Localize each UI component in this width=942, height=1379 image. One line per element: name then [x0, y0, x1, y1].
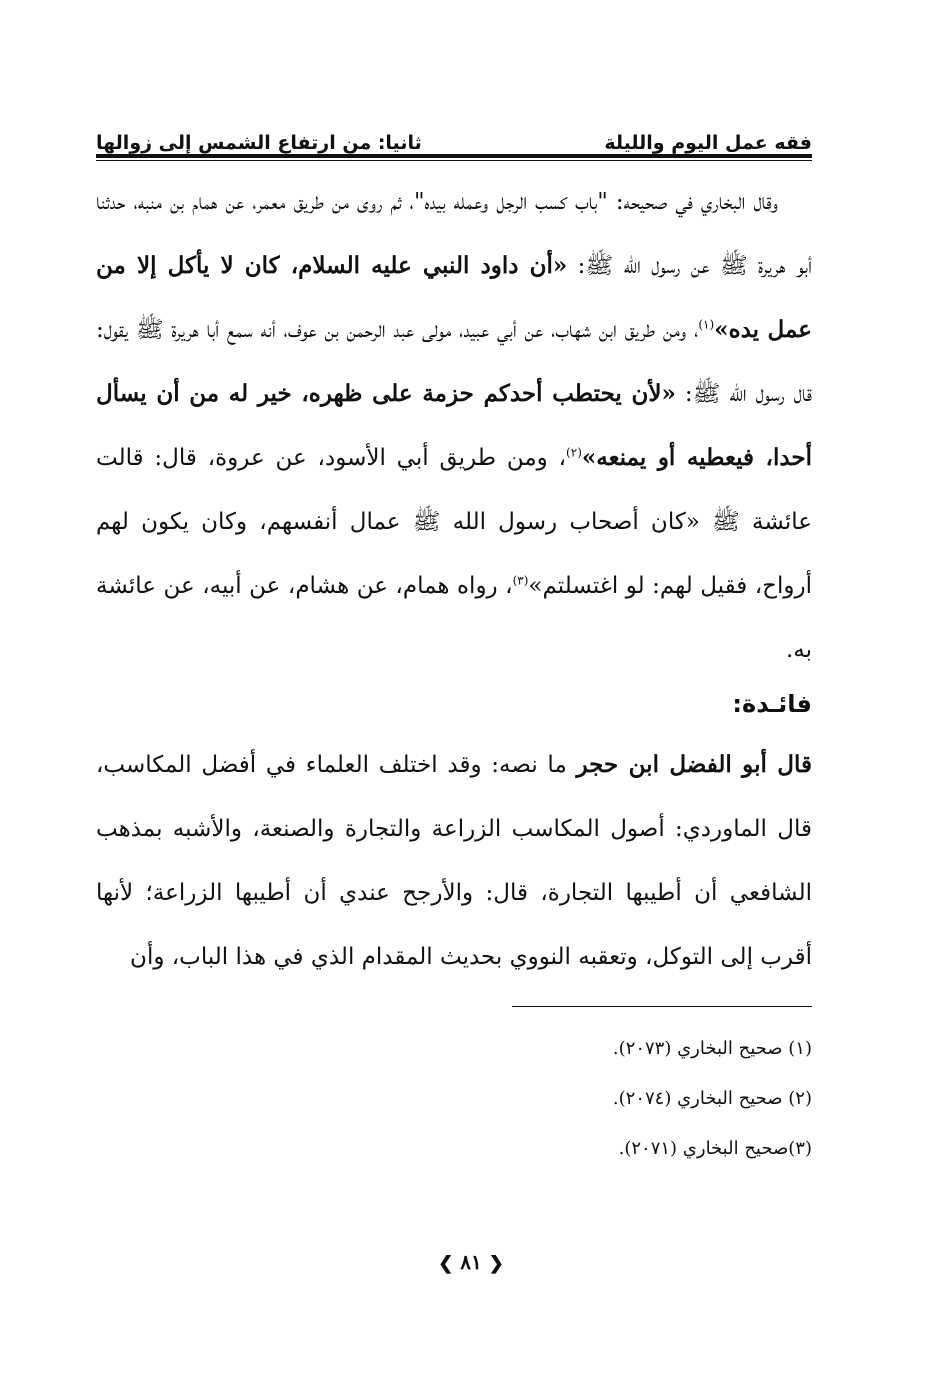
section-paragraph — [96, 733, 812, 989]
running-header — [96, 120, 812, 154]
text-segment-1: وقال البخاري في صحيحه: "باب كسب الرجل وعمله بيده"، ثم روى من طريق معمر، عن همام بن منبه، حدثنا أبو هريرة ﷺ عن رسول الله ﷺ: — [96, 189, 812, 279]
ornament-right-icon: ❯ — [488, 1253, 504, 1274]
section-heading: فائـدة: — [732, 690, 812, 718]
footnote-ref-2: (٢) — [566, 445, 582, 460]
header-divider — [96, 154, 812, 161]
hadith-quote-2: «لأن يحتطب أحدكم حزمة على ظهره، خير له من أن يسأل أحدا، فيعطيه أو يمنعه» — [96, 380, 813, 471]
footnote-ref-3: (٣) — [512, 573, 529, 588]
text-segment-4: ، رواه همام، عن هشام، عن أبيه، عن عائشة به. — [96, 573, 812, 663]
text-segment-2: ، ومن طريق ابن شهاب، عن أبي عبيد، مولى عبد الرحمن بن عوف، أنه سمع أبا هريرة ﷺ يقول: قال رسول الله ﷺ: — [96, 317, 812, 407]
main-paragraph — [96, 170, 812, 682]
page-number: ٨١ — [460, 1250, 482, 1274]
section-intro: قال أبو الفضل ابن حجر — [576, 751, 812, 778]
book-title: فقه عمل اليوم والليلة — [604, 132, 812, 154]
footnote-1: (١) صحيح البخاري (٢٠٧٣). — [612, 1038, 812, 1059]
ornament-left-icon: ❮ — [438, 1253, 454, 1274]
footnote-2: (٢) صحيح البخاري (٢٠٧٤). — [612, 1088, 812, 1109]
section-text: ما نصه: وقد اختلف العلماء في أفضل المكاسب، قال الماوردي: أصول المكاسب الزراعة والتجارة والصنعة، والأشبه بمذهب الشافعي أن أطيبها التجارة، قال: والأرجح عندي أن أطيبها الزراعة؛ لأنها أقرب إلى التوكل، وتعقبه النووي بحديث المقدام الذي في هذا الباب، وأن — [96, 752, 812, 970]
chapter-title: ثانيا: من ارتفاع الشمس إلى زوالها — [96, 132, 422, 154]
footnote-divider — [512, 1006, 812, 1007]
text-segment-3: ، ومن طريق أبي الأسود، عن عروة، قال: قالت عائشة ﷺ «كان أصحاب رسول الله ﷺ عمال أنفسهم، وكان يكون لهم أرواح، فقيل لهم: لو اغتسلتم» — [96, 445, 812, 599]
footnotes — [96, 1024, 812, 1174]
footnote-ref-1: (١) — [698, 317, 715, 332]
footnote-3: (٣)صحيح البخاري (٢٠٧١). — [618, 1138, 812, 1159]
hadith-quote-1: «أن داود النبي عليه السلام، كان لا يأكل إلا من عمل يده» — [96, 252, 812, 343]
page-number-block — [0, 1250, 942, 1274]
